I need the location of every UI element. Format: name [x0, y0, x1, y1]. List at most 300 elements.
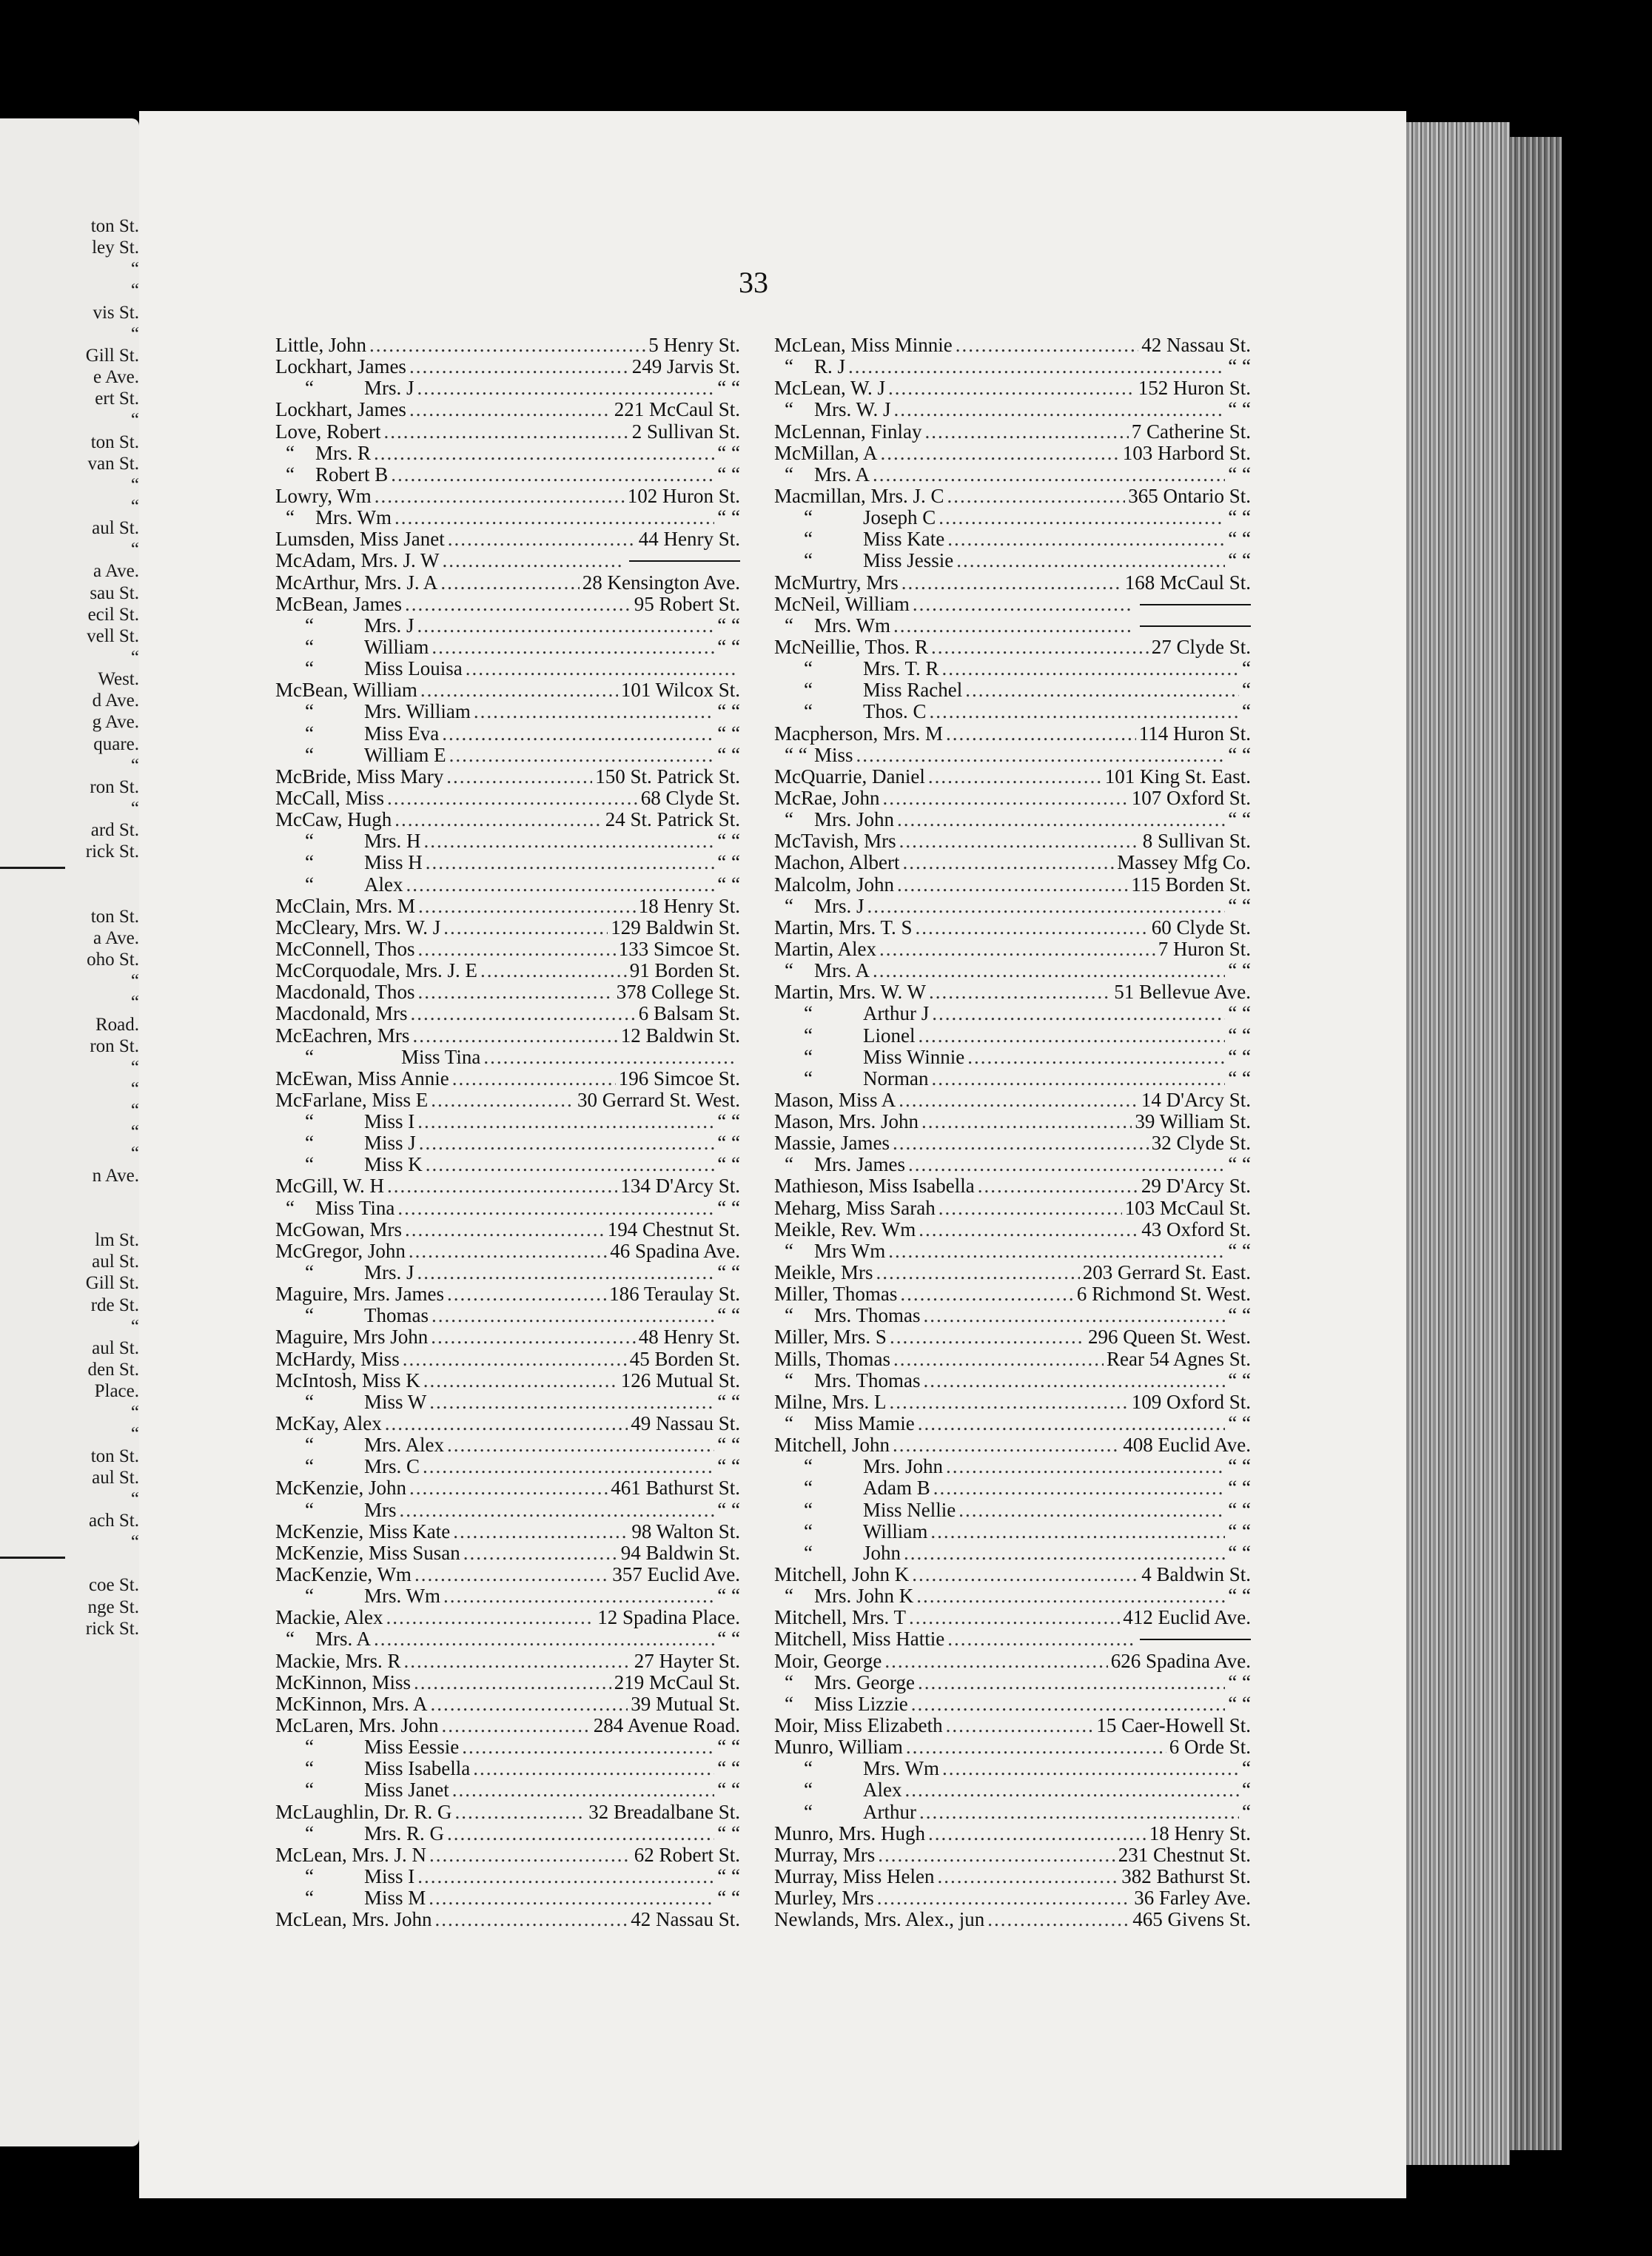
left-page-fragment: nge St. [87, 1597, 139, 1617]
directory-entry [275, 788, 740, 809]
leader-dots [375, 486, 625, 507]
leader-dots [387, 1175, 617, 1197]
leader-dots [400, 1500, 715, 1521]
entry-address: “ “ [1228, 1002, 1251, 1025]
entry-address: 45 Borden St. [629, 1347, 740, 1370]
entry-address: 14 D'Arcy St. [1141, 1088, 1251, 1111]
entry-name: Miss Lizzie [814, 1692, 908, 1715]
entry-name: McQuarrie, Daniel [774, 765, 925, 788]
ditto-mark: “ [305, 1887, 314, 1910]
leader-dots [933, 1477, 1226, 1499]
left-page-fragment: van St. [87, 453, 139, 474]
directory-entry [275, 1198, 740, 1219]
directory-entry [774, 830, 1251, 852]
entry-address: “ “ [717, 700, 740, 723]
ditto-mark: “ [804, 528, 813, 551]
entry-address: “ “ [717, 506, 740, 529]
entry-name: Miss [814, 743, 853, 766]
directory-entry [774, 981, 1251, 1003]
leader-dots [958, 1500, 1225, 1521]
leader-dots [409, 1241, 607, 1262]
directory-entry [774, 399, 1251, 420]
left-page-fragment: “ [130, 1079, 139, 1099]
entry-address: 408 Euclid Ave. [1123, 1434, 1251, 1457]
directory-entry [774, 528, 1251, 550]
directory-entry [275, 1672, 740, 1693]
entry-name: Mathieson, Miss Isabella [774, 1175, 975, 1198]
entry-address: “ “ [1228, 1153, 1251, 1176]
leader-dots [406, 874, 714, 896]
entry-address: “ “ [717, 1864, 740, 1887]
leader-dots [432, 637, 714, 658]
left-page-fragment: “ [130, 1424, 139, 1445]
directory-entry [275, 335, 740, 356]
directory-entry [275, 830, 740, 852]
left-page-fragment: “ [130, 410, 139, 431]
directory-entry [275, 1477, 740, 1499]
leader-dots [906, 1736, 1166, 1758]
entry-address: 42 Nassau St. [1141, 334, 1251, 356]
directory-entry [774, 960, 1251, 981]
directory-entry [275, 637, 740, 658]
leader-dots [483, 1047, 737, 1068]
leader-dots [882, 788, 1128, 809]
entry-name: McBean, James [275, 592, 402, 615]
directory-entry [774, 1241, 1251, 1262]
leader-dots [426, 1154, 715, 1175]
entry-address: 114 Huron St. [1138, 722, 1251, 745]
entry-address: 60 Clyde St. [1151, 916, 1251, 939]
left-page-fragment: “ [130, 323, 139, 344]
entry-name: Macpherson, Mrs. M [774, 722, 943, 745]
entry-address: 44 Henry St. [638, 528, 740, 551]
entry-name: Little, John [275, 334, 366, 356]
leader-dots [409, 399, 611, 420]
leader-dots [878, 1844, 1115, 1866]
directory-entry [774, 1219, 1251, 1241]
entry-address: “ “ [717, 441, 740, 464]
directory-entry [275, 1047, 740, 1068]
entry-address: “ “ [1228, 463, 1251, 486]
entry-address: 102 Huron St. [627, 484, 740, 507]
entry-name: Miss I [364, 1110, 415, 1133]
leader-dots [956, 550, 1225, 571]
directory-entry [774, 1154, 1251, 1175]
leader-dots [918, 1025, 1225, 1047]
ditto-mark: “ [305, 830, 314, 853]
entry-name: McLean, Mrs. John [275, 1908, 432, 1931]
ditto-mark: “ [305, 1132, 314, 1155]
leader-dots [931, 637, 1149, 658]
entry-address: 134 D'Arcy St. [620, 1175, 740, 1198]
directory-entry [275, 1823, 740, 1844]
entry-address: 36 Farley Ave. [1134, 1887, 1251, 1910]
entry-address: 107 Oxford St. [1131, 786, 1251, 809]
directory-entry [275, 896, 740, 917]
entry-name: Martin, Mrs. T. S [774, 916, 913, 939]
leader-dots [463, 1542, 618, 1564]
entry-name: Newlands, Mrs. Alex., jun [774, 1908, 985, 1931]
entry-name: McLean, Mrs. J. N [275, 1843, 426, 1866]
directory-entry [774, 1090, 1251, 1111]
directory-entry [774, 1651, 1251, 1672]
directory-entry [774, 1500, 1251, 1521]
leader-dots [890, 1391, 1129, 1413]
directory-entry [275, 1391, 740, 1413]
left-page-fragment: d Ave. [92, 691, 139, 711]
entry-name: McKenzie, John [275, 1477, 406, 1500]
leader-dots [383, 421, 628, 443]
entry-address: “ “ [1228, 1045, 1251, 1068]
directory-entry [774, 745, 1251, 766]
leader-dots [856, 745, 1226, 766]
leader-dots [888, 377, 1135, 399]
entry-name: Alex [863, 1779, 902, 1802]
entry-name: Machon, Albert [774, 851, 900, 874]
directory-entry [275, 443, 740, 464]
entry-name: McKinnon, Miss [275, 1671, 412, 1693]
directory-entry [275, 658, 740, 679]
entry-name: Mrs. Thomas [814, 1369, 921, 1391]
entry-address: “ “ [717, 614, 740, 637]
directory-entry [275, 1154, 740, 1175]
entry-name: McCorquodale, Mrs. J. E [275, 959, 477, 982]
leader-dots [434, 1909, 628, 1930]
entry-name: Thomas [364, 1304, 429, 1327]
leader-dots [426, 852, 715, 873]
directory-entry [774, 356, 1251, 377]
directory-entry [774, 572, 1251, 594]
left-page-fragment: Place. [94, 1381, 139, 1402]
entry-address: 101 Wilcox St. [620, 679, 740, 702]
leader-dots [420, 679, 618, 701]
directory-entry [774, 852, 1251, 873]
ditto-mark: “ [804, 1024, 813, 1047]
left-page-fragment: aul St. [92, 1467, 139, 1488]
leader-dots [417, 1262, 715, 1283]
entry-name: Miss I [364, 1864, 415, 1887]
leader-dots [876, 1262, 1079, 1283]
entry-name: Moir, George [774, 1649, 882, 1672]
ditto-mark: “ [286, 1628, 295, 1651]
entry-name: Munro, Mrs. Hugh [774, 1822, 926, 1844]
directory-entry [774, 486, 1251, 507]
entry-name: Milne, Mrs. L [774, 1390, 887, 1413]
leader-dots [417, 377, 715, 399]
leader-dots [930, 1521, 1225, 1542]
entry-name: Miss Nellie [863, 1498, 956, 1521]
ditto-mark: “ [305, 1304, 314, 1327]
entry-address: 12 Baldwin St. [620, 1024, 740, 1047]
entry-name: McGowan, Mrs [275, 1218, 402, 1241]
entry-address: “ “ [717, 1822, 740, 1844]
entry-address: “ [1242, 679, 1251, 702]
entry-name: Mackie, Alex [275, 1606, 383, 1629]
entry-address: 115 Borden St. [1131, 873, 1251, 896]
directory-entry [275, 852, 740, 873]
left-page-fragment: “ [130, 1101, 139, 1121]
entry-name: McTavish, Mrs [774, 830, 896, 853]
leader-dots [453, 1521, 628, 1542]
directory-entry [774, 679, 1251, 701]
leader-dots [440, 572, 579, 594]
leader-dots [911, 1693, 1226, 1715]
entry-name: William E [364, 743, 446, 766]
entry-address: 231 Chestnut St. [1118, 1843, 1251, 1866]
leader-dots [394, 507, 714, 528]
left-page-fragment: ton St. [90, 432, 139, 452]
left-page-fragment: “ [130, 971, 139, 992]
entry-name: Massie, James [774, 1132, 890, 1155]
ditto-mark: “ [286, 463, 295, 486]
entry-name: Mrs. Wm [863, 1757, 940, 1780]
left-page-fragment: “ [130, 1057, 139, 1078]
entry-name: Mrs. R. G [364, 1822, 445, 1844]
leader-dots [881, 443, 1120, 464]
directory-entry [275, 1434, 740, 1456]
entry-name: Mrs. J [364, 1261, 414, 1284]
entry-address: 109 Oxford St. [1131, 1390, 1251, 1413]
entry-name: Lumsden, Miss Janet [275, 528, 445, 551]
entry-name: McFarlane, Miss E [275, 1088, 429, 1111]
left-page-fragment: g Ave. [92, 712, 139, 733]
entry-address: “ “ [717, 1132, 740, 1155]
entry-address: 30 Gerrard St. West. [577, 1088, 740, 1111]
directory-entry [275, 809, 740, 830]
entry-address: 42 Nassau St. [631, 1908, 740, 1931]
entry-address: 626 Spadina Ave. [1110, 1649, 1251, 1672]
entry-name: Mitchell, John [774, 1434, 890, 1457]
ditto-mark: “ [305, 1434, 314, 1457]
directory-entry [774, 1175, 1251, 1197]
leader-dots [394, 809, 602, 830]
entry-name: Alex [364, 873, 403, 896]
entry-address: “ “ [1228, 1541, 1251, 1564]
leader-dots [919, 1802, 1239, 1823]
entry-name: McHardy, Miss [275, 1347, 400, 1370]
entry-address: 46 Spadina Ave. [610, 1239, 740, 1262]
entry-name: Mrs. A [814, 463, 870, 486]
entry-name: William [364, 635, 429, 658]
entry-name: McMurtry, Mrs [774, 571, 899, 594]
ditto-mark: “ [305, 635, 314, 658]
leader-dots [897, 809, 1225, 830]
entry-address: “ [1242, 1757, 1251, 1780]
leader-dots [888, 1241, 1225, 1262]
directory-entry [275, 1779, 740, 1801]
entry-address: 18 Henry St. [638, 894, 740, 917]
ditto-mark: “ [305, 851, 314, 874]
entry-name: Murray, Mrs [774, 1843, 876, 1866]
left-page-fragment: vis St. [93, 302, 139, 323]
leader-dots [447, 1823, 714, 1844]
entry-name: Miss K [364, 1153, 423, 1176]
entry-name: McBride, Miss Mary [275, 765, 444, 788]
directory-entry [275, 1219, 740, 1241]
directory-entry [774, 1413, 1251, 1434]
directory-entry [275, 1585, 740, 1607]
directory-entry [275, 550, 740, 571]
entry-name: McGill, W. H [275, 1175, 385, 1198]
ditto-mark: “ [785, 894, 793, 917]
ditto-mark: “ [305, 722, 314, 745]
entry-name: Mrs. John [863, 1455, 944, 1478]
ditto-mark: “ [785, 1239, 793, 1262]
entry-address: “ “ [717, 1498, 740, 1521]
leader-dots [452, 1068, 616, 1090]
ditto-mark: “ [286, 506, 295, 529]
entry-address: “ [1242, 657, 1251, 680]
entry-name: Miller, Mrs. S [774, 1326, 887, 1349]
entry-address: 186 Teraulay St. [609, 1283, 740, 1306]
directory-entry [275, 572, 740, 594]
ditto-mark: “ [804, 1455, 813, 1478]
leader-dots [424, 830, 715, 852]
leader-dots [947, 1628, 1134, 1650]
left-page-fragment: “ [130, 993, 139, 1013]
leader-dots [946, 1456, 1225, 1477]
entry-name: Munro, William [774, 1736, 903, 1759]
entry-name: Joseph C [863, 506, 936, 529]
leader-dots [391, 464, 714, 486]
entry-name: Miss Eva [364, 722, 440, 745]
leader-dots [480, 960, 627, 981]
leader-dots [884, 1651, 1107, 1672]
entry-address: “ “ [717, 1628, 740, 1651]
leader-dots [967, 1047, 1225, 1068]
directory-entry [275, 507, 740, 528]
directory-entry [275, 917, 740, 939]
left-page-fragment: Gill St. [85, 1273, 139, 1294]
leader-dots [947, 528, 1225, 550]
directory-entry [275, 1326, 740, 1348]
leader-dots [423, 1456, 714, 1477]
entry-name: McRae, John [774, 786, 880, 809]
directory-entry [774, 464, 1251, 486]
entry-name: Adam B [863, 1477, 930, 1500]
entry-address: “ “ [717, 1304, 740, 1327]
directory-entry [774, 1844, 1251, 1866]
left-page-fragment: West. [98, 669, 139, 690]
leader-dots [928, 766, 1102, 788]
ditto-mark: “ [305, 1864, 314, 1887]
ditto-mark: “ [785, 1412, 793, 1435]
leader-dots [956, 335, 1139, 356]
entry-address: 365 Ontario St. [1128, 484, 1251, 507]
left-page-fragment: lm St. [95, 1230, 139, 1251]
entry-address: “ “ [1228, 1692, 1251, 1715]
entry-name: Mrs. John K [814, 1585, 914, 1608]
directory-entry [774, 1607, 1251, 1628]
directory-entry [774, 1198, 1251, 1219]
ditto-mark: “ [785, 1153, 793, 1176]
left-page-fragment: “ [130, 259, 139, 280]
entry-address: “ “ [1228, 959, 1251, 982]
left-page-edge [0, 118, 139, 2146]
entry-address: “ “ [717, 1455, 740, 1478]
leader-dots [913, 594, 1134, 615]
leader-dots [431, 1090, 574, 1111]
entry-address: 39 Mutual St. [631, 1692, 740, 1715]
entry-name: McBean, William [275, 679, 417, 702]
directory-entry [275, 679, 740, 701]
left-page-rule [0, 867, 65, 869]
entry-name: McConnell, Thos [275, 937, 415, 960]
entry-name: Lockhart, James [275, 398, 406, 421]
entry-name: Mrs. Alex [364, 1434, 444, 1457]
directory-entry [774, 1262, 1251, 1283]
left-page-fragment: ton St. [90, 216, 139, 236]
entry-address: “ “ [1228, 743, 1251, 766]
ditto-mark: “ [804, 1779, 813, 1802]
ditto-mark: “ [785, 1671, 793, 1693]
entry-name: McCaw, Hugh [275, 808, 392, 831]
left-page-fragment: aul St. [92, 1337, 139, 1358]
leader-dots [417, 1111, 714, 1132]
entry-name: McCall, Miss [275, 786, 385, 809]
directory-entry [774, 1434, 1251, 1456]
directory-entry [774, 421, 1251, 443]
left-page-fragment: n Ave. [92, 1165, 139, 1186]
leader-dots [916, 917, 1149, 939]
ditto-mark: “ [305, 743, 314, 766]
directory-entry [275, 745, 740, 766]
directory-entry [275, 1500, 740, 1521]
directory-entry [774, 1047, 1251, 1068]
entry-address: 196 Simcoe St. [618, 1067, 740, 1090]
entry-address: “ “ [717, 1196, 740, 1219]
leader-dots [417, 1866, 714, 1887]
leader-dots [946, 1715, 1094, 1736]
left-page-fragment: e Ave. [93, 367, 139, 388]
entry-address: “ “ [1228, 808, 1251, 831]
entry-address: 6 Orde St. [1169, 1736, 1251, 1759]
entry-name: McLean, Miss Minnie [774, 334, 953, 356]
directory-entry [774, 1111, 1251, 1132]
leader-dots [462, 1736, 714, 1758]
ditto-mark: “ [305, 1045, 314, 1068]
entry-name: Miss Winnie [863, 1045, 965, 1068]
directory-entry [774, 377, 1251, 399]
directory-entry [774, 896, 1251, 917]
directory-entry [275, 1542, 740, 1564]
entry-address: 4 Baldwin St. [1141, 1563, 1251, 1586]
entry-address: 6 Balsam St. [638, 1002, 740, 1025]
directory-column-left [275, 335, 740, 1930]
leader-dots [908, 1154, 1225, 1175]
ditto-mark: “ [804, 657, 813, 680]
entry-address: 129 Baldwin St. [611, 916, 740, 939]
entry-address: 194 Chestnut St. [607, 1218, 740, 1241]
entry-name: Martin, Mrs. W. W [774, 981, 927, 1004]
entry-address: 382 Bathurst St. [1121, 1864, 1251, 1887]
entry-address: “ “ [717, 1434, 740, 1457]
entry-name: Mills, Thomas [774, 1347, 891, 1370]
leader-dots [918, 1672, 1225, 1693]
leader-dots [893, 1349, 1104, 1370]
directory-entry [774, 443, 1251, 464]
blank-address-rule [1140, 615, 1251, 627]
entry-name: Lockhart, James [275, 355, 406, 378]
entry-address: “ “ [1228, 549, 1251, 572]
leader-dots [946, 723, 1136, 745]
entry-name: McNeil, William [774, 592, 910, 615]
directory-entry [275, 1090, 740, 1111]
leader-dots [448, 528, 636, 550]
directory-entry [275, 1628, 740, 1650]
leader-dots [405, 594, 631, 615]
left-page-fragment: ard St. [90, 820, 139, 841]
